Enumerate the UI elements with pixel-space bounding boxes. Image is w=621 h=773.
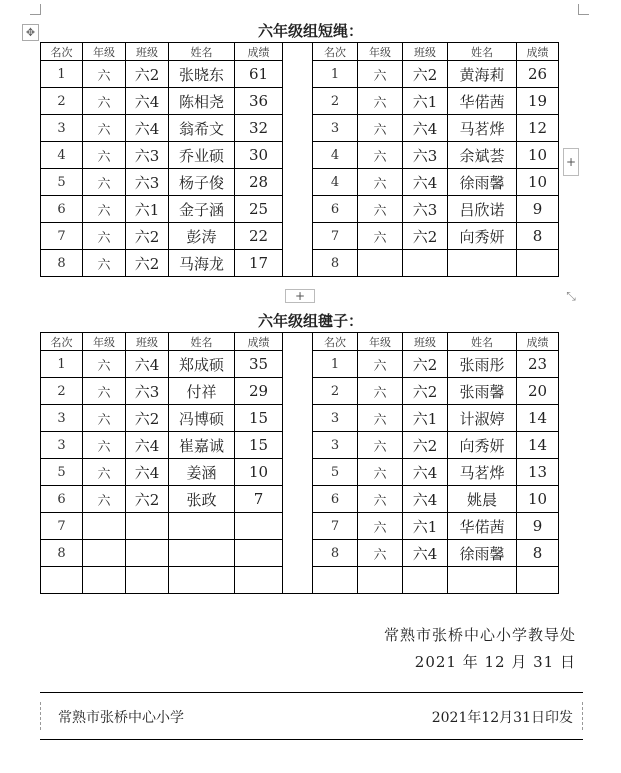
- left-cell-name: 姜涵: [169, 459, 235, 486]
- left-cell-class: 六2: [126, 250, 169, 277]
- right-cell-score: 8: [517, 223, 559, 250]
- right-cell-grade: 六: [358, 223, 403, 250]
- left-cell-grade: 六: [83, 142, 126, 169]
- right-cell-score: 12: [517, 115, 559, 142]
- left-cell-class: [126, 567, 169, 594]
- right-cell-class: 六2: [403, 432, 448, 459]
- left-cell-name: 杨子俊: [169, 169, 235, 196]
- rope-results-table: [40, 42, 559, 277]
- left-header-rank: 名次: [41, 43, 83, 61]
- footer-issue-date: 2021年12月31日印发: [431, 710, 573, 726]
- table-gap-column: [283, 43, 313, 277]
- left-header-grade: 年级: [83, 43, 126, 61]
- right-cell-name: 徐雨馨: [448, 169, 517, 196]
- left-cell-score: 25: [235, 196, 283, 223]
- left-cell-class: 六3: [126, 142, 169, 169]
- table-header-row: [41, 43, 559, 61]
- left-cell-rank: 2: [41, 378, 83, 405]
- right-cell-rank: 6: [313, 486, 358, 513]
- left-cell-class: [126, 513, 169, 540]
- left-header-rank: 名次: [41, 333, 83, 351]
- left-cell-name: [169, 540, 235, 567]
- right-cell-rank: 2: [313, 88, 358, 115]
- right-cell-name: 马茗烨: [448, 459, 517, 486]
- right-cell-name: 余斌荟: [448, 142, 517, 169]
- right-cell-name: 姚晨: [448, 486, 517, 513]
- right-cell-grade: 六: [358, 432, 403, 459]
- crop-mark-top-right: [578, 4, 589, 15]
- left-cell-rank: 2: [41, 88, 83, 115]
- right-cell-grade: 六: [358, 115, 403, 142]
- left-cell-score: 35: [235, 351, 283, 378]
- left-cell-name: 付祥: [169, 378, 235, 405]
- left-cell-rank: 7: [41, 513, 83, 540]
- left-cell-rank: 1: [41, 351, 83, 378]
- left-cell-grade: 六: [83, 250, 126, 277]
- left-cell-grade: [83, 513, 126, 540]
- left-cell-grade: 六: [83, 115, 126, 142]
- left-cell-rank: 4: [41, 142, 83, 169]
- right-cell-rank: 7: [313, 223, 358, 250]
- left-cell-grade: 六: [83, 432, 126, 459]
- left-cell-class: 六2: [126, 486, 169, 513]
- left-cell-score: 28: [235, 169, 283, 196]
- right-cell-grade: [358, 567, 403, 594]
- right-cell-score: 26: [517, 61, 559, 88]
- left-cell-grade: 六: [83, 351, 126, 378]
- right-cell-class: 六1: [403, 405, 448, 432]
- right-header-class: 班级: [403, 333, 448, 351]
- left-header-class: 班级: [126, 333, 169, 351]
- right-cell-name: [448, 250, 517, 277]
- left-cell-score: 36: [235, 88, 283, 115]
- right-cell-score: 9: [517, 196, 559, 223]
- right-cell-class: 六4: [403, 486, 448, 513]
- right-cell-grade: [358, 250, 403, 277]
- left-cell-name: 郑成硕: [169, 351, 235, 378]
- left-cell-name: 彭涛: [169, 223, 235, 250]
- right-cell-rank: 8: [313, 540, 358, 567]
- left-cell-score: 15: [235, 405, 283, 432]
- left-cell-score: 22: [235, 223, 283, 250]
- right-cell-name: 吕欣诺: [448, 196, 517, 223]
- right-cell-rank: 1: [313, 61, 358, 88]
- left-cell-class: 六3: [126, 169, 169, 196]
- right-cell-grade: 六: [358, 513, 403, 540]
- left-cell-score: 17: [235, 250, 283, 277]
- left-cell-name: 张政: [169, 486, 235, 513]
- right-header-class: 班级: [403, 43, 448, 61]
- left-cell-name: 马海龙: [169, 250, 235, 277]
- right-cell-name: 马茗烨: [448, 115, 517, 142]
- right-cell-score: 10: [517, 142, 559, 169]
- left-cell-grade: 六: [83, 378, 126, 405]
- right-cell-class: 六4: [403, 540, 448, 567]
- right-cell-grade: 六: [358, 459, 403, 486]
- right-cell-score: 10: [517, 486, 559, 513]
- left-cell-name: [169, 513, 235, 540]
- left-cell-score: 32: [235, 115, 283, 142]
- shuttlecock-title: 六年级组毽子：: [257, 312, 363, 330]
- right-cell-score: 8: [517, 540, 559, 567]
- right-cell-grade: 六: [358, 142, 403, 169]
- left-cell-name: 陈相尧: [169, 88, 235, 115]
- right-cell-score: 20: [517, 378, 559, 405]
- left-header-class: 班级: [126, 43, 169, 61]
- right-cell-score: 10: [517, 169, 559, 196]
- left-cell-class: 六4: [126, 115, 169, 142]
- table-header-row: [41, 333, 559, 351]
- right-cell-class: [403, 250, 448, 277]
- right-header-rank: 名次: [313, 43, 358, 61]
- left-header-name: 姓名: [169, 43, 235, 61]
- left-cell-rank: [41, 567, 83, 594]
- signature-org: 常熟市张桥中心小学教导处: [383, 626, 576, 644]
- right-cell-score: 19: [517, 88, 559, 115]
- right-cell-score: [517, 250, 559, 277]
- left-cell-class: 六2: [126, 223, 169, 250]
- left-cell-rank: 7: [41, 223, 83, 250]
- left-cell-grade: 六: [83, 459, 126, 486]
- left-cell-grade: 六: [83, 223, 126, 250]
- right-cell-score: 13: [517, 459, 559, 486]
- right-cell-grade: 六: [358, 61, 403, 88]
- right-cell-name: 计淑婷: [448, 405, 517, 432]
- left-header-score: 成绩: [235, 43, 283, 61]
- left-cell-grade: 六: [83, 196, 126, 223]
- right-header-score: 成绩: [517, 43, 559, 61]
- left-cell-grade: 六: [83, 61, 126, 88]
- right-cell-class: 六1: [403, 513, 448, 540]
- left-cell-name: 冯博硕: [169, 405, 235, 432]
- right-header-name: 姓名: [448, 43, 517, 61]
- left-cell-rank: 1: [41, 61, 83, 88]
- left-header-score: 成绩: [235, 333, 283, 351]
- left-cell-rank: 8: [41, 250, 83, 277]
- left-header-name: 姓名: [169, 333, 235, 351]
- shuttlecock-results-table: [40, 332, 559, 594]
- right-cell-grade: 六: [358, 378, 403, 405]
- left-cell-class: 六3: [126, 378, 169, 405]
- left-cell-rank: 3: [41, 115, 83, 142]
- right-cell-name: 向秀妍: [448, 432, 517, 459]
- right-cell-name: 华偌茜: [448, 513, 517, 540]
- left-cell-rank: 8: [41, 540, 83, 567]
- right-cell-score: 9: [517, 513, 559, 540]
- left-cell-class: 六4: [126, 351, 169, 378]
- right-cell-name: 张雨彤: [448, 351, 517, 378]
- left-cell-rank: 5: [41, 459, 83, 486]
- left-cell-score: 7: [235, 486, 283, 513]
- right-cell-rank: 8: [313, 250, 358, 277]
- crop-mark-top-left: [30, 4, 41, 15]
- right-cell-grade: 六: [358, 169, 403, 196]
- right-cell-grade: 六: [358, 486, 403, 513]
- left-cell-score: [235, 567, 283, 594]
- left-cell-class: 六4: [126, 88, 169, 115]
- right-header-grade: 年级: [358, 43, 403, 61]
- left-cell-score: 29: [235, 378, 283, 405]
- table-resize-icon[interactable]: ⤡: [566, 289, 576, 303]
- left-cell-name: 翁希文: [169, 115, 235, 142]
- right-cell-class: 六3: [403, 196, 448, 223]
- right-header-rank: 名次: [313, 333, 358, 351]
- left-cell-name: 崔嘉诚: [169, 432, 235, 459]
- right-cell-class: 六2: [403, 351, 448, 378]
- right-cell-rank: 4: [313, 169, 358, 196]
- right-cell-name: 华偌茜: [448, 88, 517, 115]
- right-cell-class: 六4: [403, 169, 448, 196]
- right-cell-score: 14: [517, 432, 559, 459]
- footer-bar: [40, 692, 583, 740]
- rope-title: 六年级组短绳：: [257, 22, 363, 40]
- left-cell-name: 金子涵: [169, 196, 235, 223]
- footer-dash-left: [40, 702, 41, 730]
- add-row-button[interactable]: +: [285, 289, 315, 303]
- left-cell-score: [235, 540, 283, 567]
- right-cell-class: 六2: [403, 223, 448, 250]
- right-cell-name: 徐雨馨: [448, 540, 517, 567]
- left-cell-grade: [83, 567, 126, 594]
- left-cell-class: 六2: [126, 405, 169, 432]
- footer-dash-right: [582, 702, 583, 730]
- right-cell-class: 六2: [403, 61, 448, 88]
- table-gap-column: [283, 333, 313, 594]
- right-cell-name: 张雨馨: [448, 378, 517, 405]
- left-cell-grade: 六: [83, 169, 126, 196]
- footer-school: 常熟市张桥中心小学: [58, 710, 184, 726]
- left-cell-name: 乔业硕: [169, 142, 235, 169]
- right-cell-score: 23: [517, 351, 559, 378]
- left-cell-grade: 六: [83, 405, 126, 432]
- right-cell-rank: 6: [313, 196, 358, 223]
- right-header-score: 成绩: [517, 333, 559, 351]
- right-cell-rank: 1: [313, 351, 358, 378]
- right-cell-score: [517, 567, 559, 594]
- right-cell-grade: 六: [358, 196, 403, 223]
- right-cell-score: 14: [517, 405, 559, 432]
- right-cell-class: [403, 567, 448, 594]
- right-cell-grade: 六: [358, 351, 403, 378]
- left-cell-class: 六2: [126, 61, 169, 88]
- left-cell-class: 六1: [126, 196, 169, 223]
- right-cell-rank: 3: [313, 405, 358, 432]
- right-cell-name: [448, 567, 517, 594]
- right-cell-class: 六4: [403, 459, 448, 486]
- right-cell-rank: 5: [313, 459, 358, 486]
- right-cell-grade: 六: [358, 405, 403, 432]
- add-column-button[interactable]: +: [563, 148, 579, 176]
- right-cell-class: 六4: [403, 115, 448, 142]
- right-cell-class: 六2: [403, 378, 448, 405]
- table-move-handle-icon[interactable]: ✥: [22, 24, 39, 41]
- left-cell-name: 张晓东: [169, 61, 235, 88]
- left-cell-grade: 六: [83, 486, 126, 513]
- left-cell-class: 六4: [126, 432, 169, 459]
- left-cell-name: [169, 567, 235, 594]
- left-cell-rank: 3: [41, 405, 83, 432]
- right-cell-rank: 4: [313, 142, 358, 169]
- left-cell-class: 六4: [126, 459, 169, 486]
- right-cell-grade: 六: [358, 540, 403, 567]
- right-header-grade: 年级: [358, 333, 403, 351]
- left-cell-rank: 6: [41, 196, 83, 223]
- left-cell-rank: 3: [41, 432, 83, 459]
- right-cell-rank: 3: [313, 432, 358, 459]
- left-cell-score: 61: [235, 61, 283, 88]
- right-cell-name: 向秀妍: [448, 223, 517, 250]
- right-header-name: 姓名: [448, 333, 517, 351]
- left-cell-score: 30: [235, 142, 283, 169]
- right-cell-rank: 2: [313, 378, 358, 405]
- right-cell-name: 黄海莉: [448, 61, 517, 88]
- left-cell-score: [235, 513, 283, 540]
- left-cell-rank: 5: [41, 169, 83, 196]
- right-cell-rank: [313, 567, 358, 594]
- right-cell-class: 六3: [403, 142, 448, 169]
- left-cell-grade: 六: [83, 88, 126, 115]
- signature-date: 2021 年 12 月 31 日: [414, 653, 576, 671]
- left-cell-rank: 6: [41, 486, 83, 513]
- left-header-grade: 年级: [83, 333, 126, 351]
- right-cell-rank: 3: [313, 115, 358, 142]
- left-cell-class: [126, 540, 169, 567]
- left-cell-score: 15: [235, 432, 283, 459]
- left-cell-grade: [83, 540, 126, 567]
- right-cell-rank: 7: [313, 513, 358, 540]
- left-cell-score: 10: [235, 459, 283, 486]
- right-cell-grade: 六: [358, 88, 403, 115]
- right-cell-class: 六1: [403, 88, 448, 115]
